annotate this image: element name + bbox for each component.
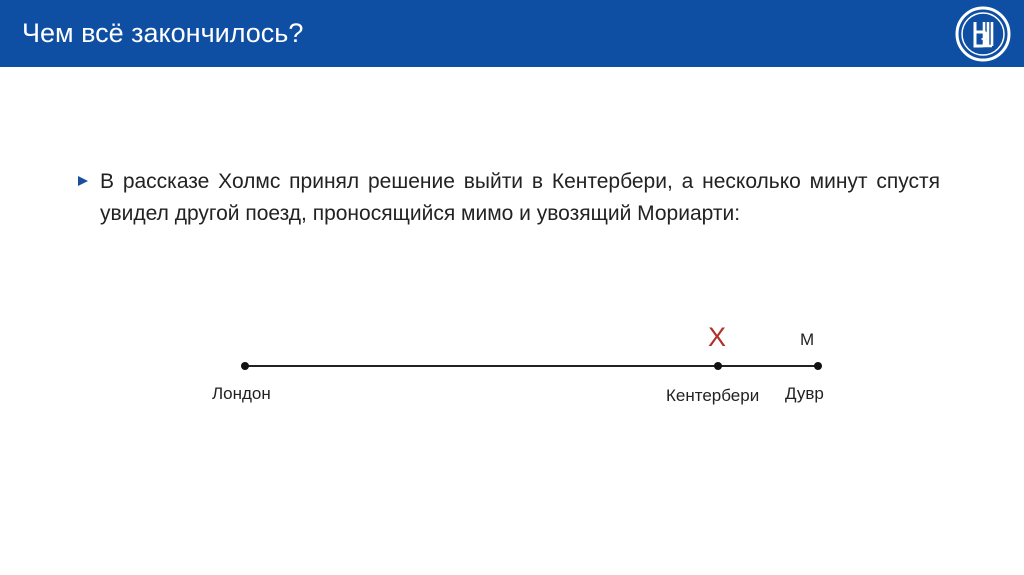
moriarty-marker: М	[800, 330, 815, 349]
dover-label: Дувр	[785, 384, 824, 403]
canterbury-point	[714, 362, 722, 370]
canterbury-label: Кентербери	[666, 386, 760, 405]
london-point	[241, 362, 249, 370]
page-title: Чем всё закончилось?	[22, 18, 304, 48]
holmes-marker: X	[708, 322, 727, 352]
london-label: Лондон	[212, 384, 271, 403]
dover-point	[814, 362, 822, 370]
bullet-text: В рассказе Холмс принял решение выйти в Кентербери, а несколько минут спустя увидел другой поезд, проносящийся мимо и увозящий Мориарти:	[100, 170, 940, 225]
